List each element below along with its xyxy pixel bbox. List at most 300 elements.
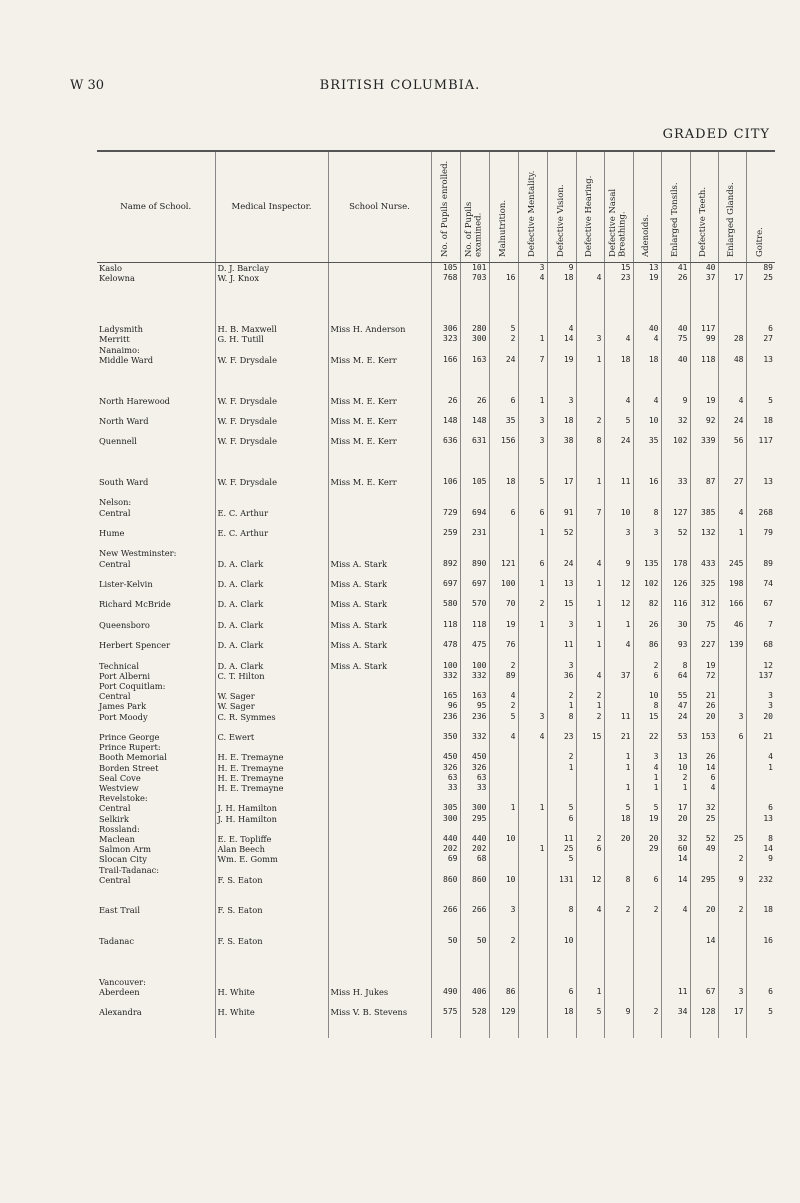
table-cell: 5 [746, 1007, 775, 1017]
table-row [97, 487, 775, 497]
table-cell: 87 [690, 477, 718, 487]
table-cell [661, 518, 690, 528]
table-cell [215, 467, 328, 477]
table-cell [328, 926, 431, 936]
table-cell: H. White [215, 987, 328, 997]
table-cell [489, 752, 518, 762]
table-cell [489, 824, 518, 834]
table-cell: 40 [690, 263, 718, 274]
table-cell [489, 763, 518, 773]
table-cell [489, 548, 518, 558]
table-cell: 13 [547, 579, 576, 589]
table-cell [633, 956, 661, 966]
table-cell [604, 447, 633, 457]
table-cell [718, 263, 746, 274]
table-cell: 1 [633, 773, 661, 783]
table-cell [489, 365, 518, 375]
table-cell [661, 997, 690, 1007]
table-cell [518, 283, 547, 293]
table-cell [431, 589, 460, 599]
table-cell [328, 630, 431, 640]
table-cell [215, 385, 328, 395]
table-cell [460, 569, 489, 579]
table-cell: 4 [718, 396, 746, 406]
table-cell: 20 [604, 834, 633, 844]
table-cell: 6 [746, 324, 775, 334]
table-cell [460, 916, 489, 926]
table-cell [328, 263, 431, 274]
table-cell: 25 [547, 844, 576, 854]
table-cell: 22 [633, 732, 661, 742]
table-cell [661, 314, 690, 324]
table-cell [633, 447, 661, 457]
table-cell: F. S. Eaton [215, 936, 328, 946]
table-cell [746, 977, 775, 987]
table-cell: 3 [518, 263, 547, 274]
table-cell [576, 385, 604, 395]
table-cell: 20 [690, 905, 718, 915]
table-cell: 20 [690, 712, 718, 722]
table-cell: 1 [576, 579, 604, 589]
table-cell [328, 814, 431, 824]
table-cell [518, 977, 547, 987]
table-cell: 295 [690, 875, 718, 885]
table-row [97, 396, 775, 406]
table-cell [604, 691, 633, 701]
table-cell [489, 967, 518, 977]
table-cell [718, 1028, 746, 1038]
table-cell [489, 844, 518, 854]
table-cell [661, 426, 690, 436]
table-cell: 19 [547, 355, 576, 365]
table-row [97, 436, 775, 446]
table-cell [431, 895, 460, 905]
table-cell [431, 650, 460, 660]
table-cell [576, 610, 604, 620]
table-cell [431, 518, 460, 528]
table-cell [604, 314, 633, 324]
table-cell [690, 650, 718, 660]
table-row [97, 355, 775, 365]
table-cell: Port Alberni [99, 670, 151, 681]
section-title: GRADED CITY [662, 127, 770, 142]
table-cell [604, 283, 633, 293]
table-cell: W. F. Drysdale [215, 396, 328, 406]
table-cell [547, 681, 576, 691]
table-cell [547, 518, 576, 528]
table-cell [746, 793, 775, 803]
table-cell [633, 967, 661, 977]
table-cell [604, 936, 633, 946]
table-cell: 300 [431, 814, 460, 824]
table-cell [518, 1007, 547, 1017]
table-cell [518, 375, 547, 385]
table-cell [97, 385, 215, 395]
table-cell [547, 946, 576, 956]
table-cell [661, 885, 690, 895]
table-cell [328, 865, 431, 875]
table-cell: 4 [633, 334, 661, 344]
table-cell [97, 997, 215, 1007]
table-cell: 6 [633, 671, 661, 681]
table-cell [661, 283, 690, 293]
table-cell: 10 [604, 508, 633, 518]
table-row [97, 385, 775, 395]
table-cell [746, 426, 775, 436]
table-cell: 35 [633, 436, 661, 446]
table-row [97, 875, 775, 885]
table-cell: 129 [489, 1007, 518, 1017]
table-cell: 703 [460, 273, 489, 283]
table-cell: 139 [718, 640, 746, 650]
table-cell [690, 518, 718, 528]
table-cell: 5 [576, 1007, 604, 1017]
table-cell [718, 956, 746, 966]
table-cell: 99 [690, 334, 718, 344]
table-cell: 37 [604, 671, 633, 681]
table-cell: Prince Rupert: [99, 742, 161, 753]
table-cell: 3 [576, 334, 604, 344]
table-cell: 16 [489, 273, 518, 283]
table-cell [576, 528, 604, 538]
table-cell [215, 681, 328, 691]
page-header [70, 78, 730, 98]
table-cell [576, 977, 604, 987]
table-cell: 20 [633, 834, 661, 844]
table-cell [328, 273, 431, 283]
table-cell [690, 548, 718, 558]
table-cell [718, 926, 746, 936]
table-cell [547, 997, 576, 1007]
table-cell [718, 936, 746, 946]
table-cell [576, 681, 604, 691]
table-cell: 4 [518, 273, 547, 283]
table-cell [489, 854, 518, 864]
table-cell: 33 [661, 477, 690, 487]
table-cell [215, 630, 328, 640]
table-cell: 118 [460, 620, 489, 630]
table-cell [547, 742, 576, 752]
table-cell [690, 345, 718, 355]
table-cell [547, 426, 576, 436]
table-cell [690, 926, 718, 936]
table-cell [328, 610, 431, 620]
table-cell [215, 926, 328, 936]
table-cell [718, 814, 746, 824]
table-cell [518, 722, 547, 732]
table-cell: 10 [489, 875, 518, 885]
table-cell: 63 [431, 773, 460, 783]
table-cell: 478 [431, 640, 460, 650]
table-cell [718, 967, 746, 977]
table-cell: 25 [690, 814, 718, 824]
table-cell [690, 997, 718, 1007]
table-cell [489, 314, 518, 324]
table-cell: 2 [576, 712, 604, 722]
table-cell [661, 294, 690, 304]
table-row [97, 865, 775, 875]
table-cell [97, 946, 215, 956]
table-cell: 3 [746, 701, 775, 711]
table-cell: 72 [690, 671, 718, 681]
table-cell: 18 [547, 416, 576, 426]
table-cell: 15 [604, 263, 633, 274]
table-cell: 23 [547, 732, 576, 742]
table-cell: 1 [489, 803, 518, 813]
table-cell: 82 [633, 599, 661, 609]
table-cell [547, 977, 576, 987]
table-row [97, 416, 775, 426]
table-cell: 55 [661, 691, 690, 701]
table-cell: 135 [633, 559, 661, 569]
table-row [97, 844, 775, 854]
table-cell [746, 681, 775, 691]
table-cell [328, 834, 431, 844]
table-cell: D. J. Barclay [215, 263, 328, 274]
table-cell [97, 916, 215, 926]
table-cell [518, 987, 547, 997]
table-cell [215, 895, 328, 905]
header-row [97, 151, 775, 263]
table-cell [518, 763, 547, 773]
table-cell: 1 [518, 528, 547, 538]
table-cell [746, 773, 775, 783]
table-cell [328, 294, 431, 304]
table-cell [718, 977, 746, 987]
table-cell [633, 497, 661, 507]
table-row [97, 406, 775, 416]
table-cell: 26 [690, 752, 718, 762]
table-cell [690, 916, 718, 926]
table-cell [604, 406, 633, 416]
table-cell [460, 967, 489, 977]
table-cell: F. S. Eaton [215, 875, 328, 885]
table-cell: 1 [576, 477, 604, 487]
table-cell: 132 [690, 528, 718, 538]
table-cell [718, 844, 746, 854]
table-cell [690, 569, 718, 579]
col-enrolled: No. of Pupils enrolled. [431, 151, 460, 263]
table-row [97, 620, 775, 630]
table-cell [460, 457, 489, 467]
table-cell: 70 [489, 599, 518, 609]
table-cell [97, 630, 215, 640]
table-cell: Hume [99, 528, 125, 539]
table-cell [489, 467, 518, 477]
table-cell [97, 885, 215, 895]
table-cell: 2 [547, 691, 576, 701]
table-cell [604, 589, 633, 599]
table-cell [215, 304, 328, 314]
table-cell [633, 569, 661, 579]
table-cell: 95 [460, 701, 489, 711]
table-row [97, 905, 775, 915]
table-cell: 20 [746, 712, 775, 722]
table-cell: 20 [661, 814, 690, 824]
table-cell [718, 375, 746, 385]
table-cell [690, 946, 718, 956]
table-cell [633, 681, 661, 691]
table-cell: C. Ewert [215, 732, 328, 742]
table-cell: 76 [489, 640, 518, 650]
table-cell [690, 304, 718, 314]
table-cell: D. A. Clark [215, 640, 328, 650]
table-cell [431, 946, 460, 956]
table-row [97, 273, 775, 283]
table-cell [661, 793, 690, 803]
table-cell [489, 946, 518, 956]
table-cell: 6 [690, 773, 718, 783]
table-cell [431, 385, 460, 395]
table-cell: Maclean [99, 834, 135, 845]
table-cell [328, 589, 431, 599]
table-cell: G. H. Tutill [215, 334, 328, 344]
table-cell [518, 752, 547, 762]
table-cell [576, 426, 604, 436]
table-cell: 6 [518, 559, 547, 569]
table-cell: 5 [489, 324, 518, 334]
table-cell: 165 [431, 691, 460, 701]
table-cell: 50 [460, 936, 489, 946]
table-cell: 40 [633, 324, 661, 334]
table-cell: 9 [746, 854, 775, 864]
table-cell [460, 926, 489, 936]
table-cell [547, 793, 576, 803]
table-cell [460, 314, 489, 324]
table-cell: 11 [547, 640, 576, 650]
table-cell [518, 967, 547, 977]
table-cell: 450 [460, 752, 489, 762]
table-cell [633, 742, 661, 752]
table-cell: 128 [690, 1007, 718, 1017]
table-row [97, 742, 775, 752]
table-cell: Kelowna [99, 273, 135, 284]
table-cell: Central [99, 507, 131, 518]
table-cell [604, 630, 633, 640]
table-cell [604, 345, 633, 355]
table-cell [746, 375, 775, 385]
table-cell [604, 661, 633, 671]
table-cell: Richard McBride [99, 599, 171, 610]
table-cell [431, 824, 460, 834]
table-cell: D. A. Clark [215, 559, 328, 569]
table-cell: 14 [690, 936, 718, 946]
table-cell [690, 375, 718, 385]
table-cell [746, 824, 775, 834]
table-cell [518, 834, 547, 844]
table-cell [518, 691, 547, 701]
table-cell: H. E. Tremayne [215, 783, 328, 793]
table-cell [576, 773, 604, 783]
table-cell: 245 [718, 559, 746, 569]
table-cell: 4 [604, 334, 633, 344]
table-cell [718, 569, 746, 579]
table-cell [604, 610, 633, 620]
table-cell: 1 [518, 844, 547, 854]
table-cell [489, 375, 518, 385]
table-cell [489, 263, 518, 274]
table-cell [746, 406, 775, 416]
table-cell [489, 956, 518, 966]
table-cell: Port Coquitlam: [99, 681, 166, 692]
table-cell [431, 294, 460, 304]
table-cell [661, 1018, 690, 1028]
table-row [97, 599, 775, 609]
table-cell: 89 [746, 559, 775, 569]
table-cell [460, 548, 489, 558]
table-cell [431, 1028, 460, 1038]
table-cell: D. A. Clark [215, 620, 328, 630]
table-cell [604, 793, 633, 803]
table-cell: 13 [746, 355, 775, 365]
table-cell [576, 630, 604, 640]
table-cell [215, 345, 328, 355]
table-cell [547, 865, 576, 875]
table-cell [328, 722, 431, 732]
table-cell [718, 661, 746, 671]
table-cell: 118 [690, 355, 718, 365]
table-cell: 8 [604, 875, 633, 885]
table-cell: Alan Beech [215, 844, 328, 854]
table-cell [97, 304, 215, 314]
table-cell [328, 885, 431, 895]
table-cell [97, 926, 215, 936]
table-cell [518, 650, 547, 660]
table-cell [576, 803, 604, 813]
table-cell: 6 [746, 987, 775, 997]
table-cell: 24 [547, 559, 576, 569]
table-cell [576, 854, 604, 864]
table-row [97, 640, 775, 650]
table-cell: 36 [547, 671, 576, 681]
table-cell: 40 [661, 324, 690, 334]
table-row [97, 334, 775, 344]
table-cell [460, 589, 489, 599]
table-cell [547, 824, 576, 834]
table-cell: Trail-Tadanac: [99, 864, 160, 875]
table-cell [460, 793, 489, 803]
table-cell [746, 345, 775, 355]
table-cell [328, 793, 431, 803]
table-row [97, 457, 775, 467]
table-cell: 339 [690, 436, 718, 446]
table-cell [328, 691, 431, 701]
table-cell [518, 314, 547, 324]
table-cell [431, 997, 460, 1007]
table-cell [633, 916, 661, 926]
table-cell [489, 447, 518, 457]
table-cell [215, 457, 328, 467]
table-cell [746, 1028, 775, 1038]
table-row [97, 997, 775, 1007]
table-cell [661, 946, 690, 956]
table-row [97, 752, 775, 762]
table-cell [328, 763, 431, 773]
table-cell [518, 773, 547, 783]
table-cell [328, 824, 431, 834]
table-cell [633, 977, 661, 987]
table-cell [746, 283, 775, 293]
table-cell: 236 [460, 712, 489, 722]
table-cell: 14 [661, 854, 690, 864]
table-cell [576, 926, 604, 936]
table-cell: 326 [460, 763, 489, 773]
table-cell [328, 548, 431, 558]
table-cell [604, 865, 633, 875]
table-cell [518, 365, 547, 375]
table-cell: 67 [690, 987, 718, 997]
table-cell [547, 548, 576, 558]
